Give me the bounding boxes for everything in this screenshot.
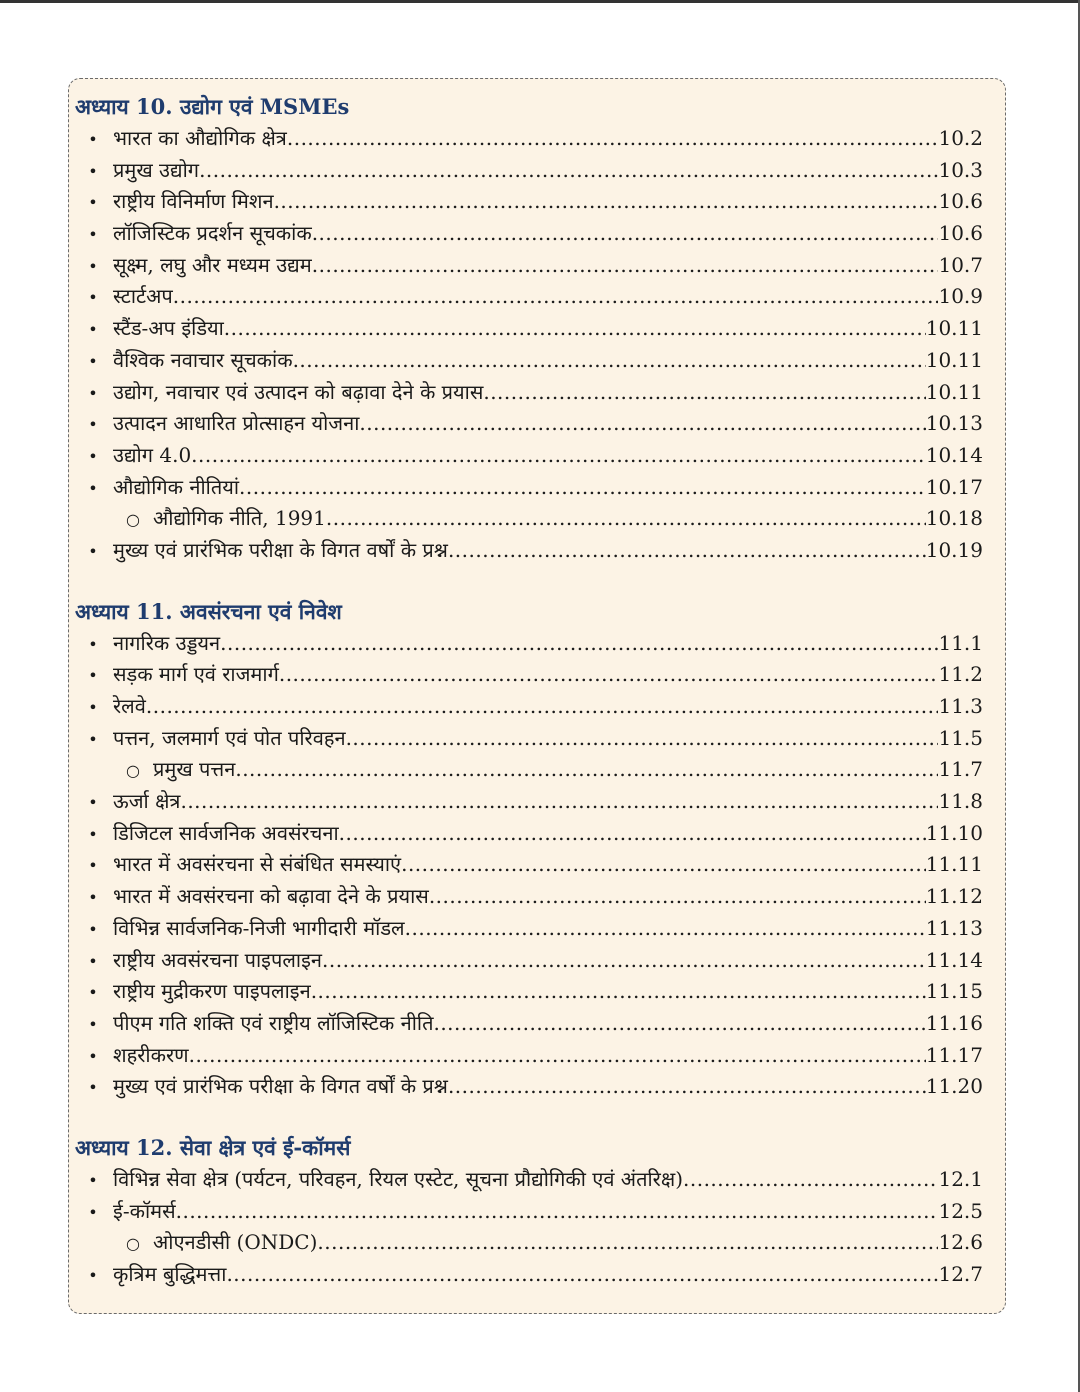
- page-number: 10.17: [925, 474, 983, 499]
- page-number: 11.15: [925, 979, 983, 1004]
- entry-label: भारत में अवसंरचना को बढ़ावा देने के प्रयास: [113, 884, 429, 909]
- circle-bullet-icon: ○: [126, 510, 140, 530]
- entry-label: औद्योगिक नीति, 1991: [153, 506, 326, 531]
- toc-entry: [73, 628, 983, 660]
- dot-leader: [173, 281, 939, 313]
- chapter-title: अध्याय 11. अवसंरचना एवं निवेश: [75, 598, 342, 624]
- toc-entry: [73, 1040, 983, 1072]
- toc-entry: [73, 440, 983, 472]
- dot-leader: [317, 1227, 938, 1259]
- page-number: 11.17: [925, 1042, 983, 1067]
- page-number: 11.1: [938, 630, 983, 655]
- dot-leader: [279, 659, 939, 691]
- entry-label: स्टार्टअप: [113, 284, 173, 309]
- page-number: 12.5: [938, 1198, 983, 1223]
- page-number: 10.11: [925, 379, 983, 404]
- page-number: 12.6: [938, 1230, 983, 1255]
- chapter-entries: [73, 628, 983, 1103]
- bullet-icon: •: [88, 351, 98, 371]
- bullet-icon: •: [88, 130, 98, 149]
- bullet-icon: •: [88, 951, 98, 971]
- dot-leader: [199, 155, 938, 187]
- chapter-entries: [73, 1164, 983, 1291]
- entry-label: प्रमुख पत्तन: [153, 757, 236, 782]
- bullet-icon: •: [88, 193, 98, 213]
- page-number: 11.8: [938, 789, 983, 814]
- bullet-icon: •: [88, 446, 98, 466]
- page-number: 11.13: [925, 915, 983, 940]
- toc-entry: [73, 945, 983, 977]
- chapter-12: [73, 1134, 983, 1291]
- bullet-icon: •: [88, 666, 98, 686]
- dot-leader: [189, 1040, 926, 1072]
- bullet-icon: •: [88, 320, 98, 340]
- page-number: 10.9: [938, 284, 983, 309]
- dot-leader: [191, 440, 926, 472]
- toc-entry: [73, 849, 983, 881]
- toc-subentry: [73, 1227, 983, 1259]
- chapter-entries: [73, 123, 983, 567]
- toc-entry: [73, 913, 983, 945]
- bullet-icon: •: [88, 1078, 98, 1098]
- page-number: 10.3: [938, 157, 983, 182]
- bullet-icon: •: [88, 729, 98, 749]
- page-number: 11.2: [938, 662, 983, 687]
- entry-label: राष्ट्रीय अवसंरचना पाइपलाइन: [113, 947, 322, 972]
- entry-label: उद्योग 4.0: [113, 442, 192, 467]
- dot-leader: [322, 945, 926, 977]
- page-number: 11.10: [925, 820, 983, 845]
- page-number: 10.11: [925, 316, 983, 341]
- toc-subentry: [73, 754, 983, 786]
- bullet-icon: •: [88, 634, 98, 654]
- circle-bullet-icon: ○: [126, 1234, 140, 1254]
- dot-leader: [312, 218, 939, 250]
- entry-label: मुख्य एवं प्रारंभिक परीक्षा के विगत वर्षों के प्रश्न: [113, 537, 448, 562]
- toc-entry: [73, 313, 983, 345]
- toc-entry: [73, 250, 983, 282]
- table-of-contents-box: [68, 78, 1006, 1314]
- dot-leader: [429, 881, 926, 913]
- toc-entry: [73, 123, 983, 155]
- dot-leader: [326, 503, 926, 535]
- dot-leader: [312, 250, 939, 282]
- toc-entry: [73, 723, 983, 755]
- entry-label: विभिन्न सेवा क्षेत्र (पर्यटन, परिवहन, रियल एस्टेट, सूचना प्रौद्योगिकी एवं अंतरिक्ष): [113, 1166, 683, 1191]
- toc-entry: [73, 535, 983, 567]
- toc-entry: [73, 691, 983, 723]
- page-number: 12.1: [938, 1166, 983, 1191]
- bullet-icon: •: [88, 541, 98, 561]
- entry-label: राष्ट्रीय विनिर्माण मिशन: [113, 189, 274, 214]
- entry-label: नागरिक उड्डयन: [113, 630, 221, 655]
- toc-entry: [73, 659, 983, 691]
- page-number: 11.11: [925, 852, 983, 877]
- circle-bullet-icon: ○: [126, 761, 140, 781]
- dot-leader: [346, 723, 939, 755]
- entry-label: पत्तन, जलमार्ग एवं पोत परिवहन: [113, 725, 346, 750]
- chapter-10: [73, 93, 983, 567]
- bullet-icon: •: [88, 919, 98, 939]
- toc-entry: [73, 155, 983, 187]
- dot-leader: [401, 849, 926, 881]
- toc-entry: [73, 218, 983, 250]
- page-number: 11.12: [925, 884, 983, 909]
- page-number: 10.6: [938, 221, 983, 246]
- page-number: 11.14: [925, 947, 983, 972]
- chapter-title: अध्याय 12. सेवा क्षेत्र एवं ई-कॉमर्स: [75, 1134, 351, 1160]
- page-number: 10.11: [925, 347, 983, 372]
- dot-leader: [483, 377, 925, 409]
- entry-label: लॉजिस्टिक प्रदर्शन सूचकांक: [113, 221, 312, 246]
- page-number: 11.16: [925, 1010, 983, 1035]
- entry-label: स्टैंड-अप इंडिया: [113, 316, 224, 341]
- bullet-icon: •: [88, 415, 98, 435]
- page-number: 10.2: [938, 126, 983, 150]
- entry-label: भारत का औद्योगिक क्षेत्र: [113, 126, 287, 150]
- page-number: 10.18: [925, 506, 983, 531]
- bullet-icon: •: [88, 225, 98, 245]
- dot-leader: [683, 1164, 938, 1196]
- entry-label: सड़क मार्ग एवं राजमार्ग: [113, 662, 279, 687]
- entry-label: डिजिटल सार्वजनिक अवसंरचना: [113, 820, 339, 845]
- page-top-border: [0, 0, 1080, 3]
- page-number: 10.7: [938, 252, 983, 277]
- bullet-icon: •: [88, 824, 98, 844]
- page-number: 10.14: [925, 442, 983, 467]
- bullet-icon: •: [88, 856, 98, 876]
- page-number: 12.7: [938, 1262, 983, 1286]
- bullet-icon: •: [88, 1170, 98, 1190]
- dot-leader: [224, 313, 926, 345]
- bullet-icon: •: [88, 793, 98, 813]
- entry-label: ओएनडीसी (ONDC): [153, 1230, 318, 1255]
- entry-label: विभिन्न सार्वजनिक-निजी भागीदारी मॉडल: [113, 915, 405, 940]
- toc-entry: [73, 472, 983, 504]
- entry-label: रेलवे: [113, 694, 146, 718]
- page-number: 10.19: [925, 537, 983, 562]
- dot-leader: [274, 186, 939, 218]
- page-number: 11.5: [938, 725, 983, 750]
- toc-entry: [73, 345, 983, 377]
- entry-label: ऊर्जा क्षेत्र: [113, 789, 181, 814]
- toc-entry: [73, 1008, 983, 1040]
- toc-entry: [73, 818, 983, 850]
- dot-leader: [176, 1196, 939, 1228]
- bullet-icon: •: [88, 1046, 98, 1066]
- bullet-icon: •: [88, 161, 98, 181]
- entry-label: औद्योगिक नीतियां: [113, 474, 240, 499]
- bullet-icon: •: [88, 888, 98, 908]
- toc-entry: [73, 408, 983, 440]
- entry-label: उत्पादन आधारित प्रोत्साहन योजना: [113, 411, 360, 436]
- bullet-icon: •: [88, 478, 98, 498]
- entry-label: ई-कॉमर्स: [113, 1198, 176, 1223]
- bullet-icon: •: [88, 1014, 98, 1034]
- toc-entry: [73, 786, 983, 818]
- toc-entry: [73, 881, 983, 913]
- toc-entry: [73, 1071, 983, 1103]
- entry-label: राष्ट्रीय मुद्रीकरण पाइपलाइन: [113, 979, 311, 1004]
- bullet-icon: •: [88, 698, 98, 717]
- bullet-icon: •: [88, 383, 98, 403]
- dot-leader: [448, 535, 926, 567]
- toc-subentry: [73, 503, 983, 535]
- dot-leader: [405, 913, 926, 945]
- page-number: 11.20: [925, 1074, 983, 1099]
- dot-leader: [146, 691, 939, 723]
- toc-entry: [73, 1164, 983, 1196]
- dot-leader: [359, 408, 925, 440]
- toc-entry: [73, 281, 983, 313]
- dot-leader: [293, 345, 926, 377]
- bullet-icon: •: [88, 1202, 98, 1222]
- entry-label: मुख्य एवं प्रारंभिक परीक्षा के विगत वर्षों के प्रश्न: [113, 1074, 448, 1099]
- entry-label: सूक्ष्म, लघु और मध्यम उद्यम: [113, 252, 312, 277]
- dot-leader: [226, 1259, 938, 1291]
- chapter-title: अध्याय 10. उद्योग एवं MSMEs: [75, 94, 350, 119]
- entry-label: प्रमुख उद्योग: [113, 157, 200, 182]
- entry-label: वैश्विक नवाचार सूचकांक: [113, 347, 293, 372]
- dot-leader: [180, 786, 938, 818]
- entry-label: पीएम गति शक्ति एवं राष्ट्रीय लॉजिस्टिक नीति: [113, 1010, 434, 1035]
- chapter-11: [73, 598, 983, 1103]
- page-number: 10.6: [938, 189, 983, 214]
- dot-leader: [235, 754, 938, 786]
- dot-leader: [220, 628, 938, 660]
- entry-label: उद्योग, नवाचार एवं उत्पादन को बढ़ावा देने के प्रयास: [113, 379, 484, 404]
- toc-entry: [73, 1259, 983, 1291]
- entry-label: कृत्रिम बुद्धिमत्ता: [113, 1262, 227, 1286]
- dot-leader: [339, 818, 926, 850]
- page-number: 11.7: [938, 757, 983, 782]
- page-number: 10.13: [925, 411, 983, 436]
- dot-leader: [433, 1008, 925, 1040]
- toc-entry: [73, 377, 983, 409]
- bullet-icon: •: [88, 288, 98, 308]
- entry-label: भारत में अवसंरचना से संबंधित समस्याएं: [113, 852, 402, 877]
- dot-leader: [239, 472, 926, 504]
- entry-label: शहरीकरण: [113, 1042, 189, 1067]
- toc-entry: [73, 976, 983, 1008]
- bullet-icon: •: [88, 256, 98, 276]
- page-number: 11.3: [938, 694, 983, 718]
- toc-entry: [73, 186, 983, 218]
- dot-leader: [311, 976, 926, 1008]
- bullet-icon: •: [88, 1266, 98, 1285]
- toc-entry: [73, 1196, 983, 1228]
- dot-leader: [448, 1071, 926, 1103]
- bullet-icon: •: [88, 983, 98, 1003]
- dot-leader: [287, 123, 939, 155]
